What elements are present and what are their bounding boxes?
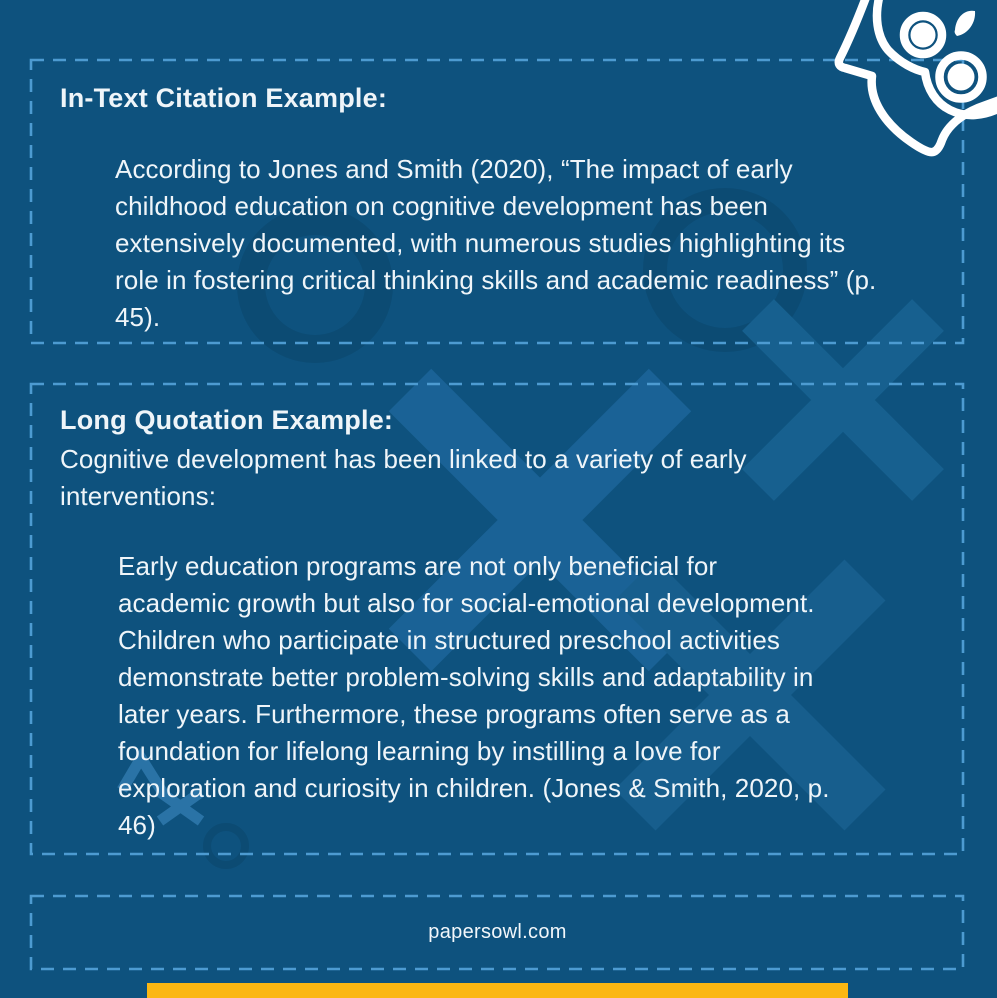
text-line: foundation for lifelong learning by instilling a love for: [118, 736, 721, 766]
website-label: papersowl.com: [428, 921, 567, 943]
text-line: interventions:: [60, 481, 217, 511]
long-quotation-heading: Long Quotation Example:: [60, 405, 394, 435]
in-text-citation-heading: In-Text Citation Example:: [60, 83, 388, 113]
footer-box: [30, 895, 965, 970]
text-line: childhood education on cognitive development has been: [115, 191, 768, 221]
long-quotation-block-quote: [118, 548, 830, 844]
text-line: Early education programs are not only beneficial for: [118, 551, 718, 581]
text-line: extensively documented, with numerous studies highlighting its: [115, 228, 846, 258]
text-line: 45).: [115, 302, 161, 332]
long-quotation-intro: [60, 441, 747, 515]
text-line: academic growth but also for social-emotional development.: [118, 588, 815, 618]
text-line: exploration and curiosity in children. (Jones & Smith, 2020, p.: [118, 773, 830, 803]
text-line: demonstrate better problem-solving skills and adaptability in: [118, 662, 814, 692]
text-line: Cognitive development has been linked to a variety of early: [60, 444, 747, 474]
in-text-citation-box: [30, 59, 965, 343]
bottom-accent-bar: [147, 983, 848, 998]
text-line: According to Jones and Smith (2020), “The impact of early: [115, 154, 793, 184]
text-line: later years. Furthermore, these programs often serve as a: [118, 699, 790, 729]
text-line: role in fostering critical thinking skills and academic readiness” (p.: [115, 265, 877, 295]
text-line: 46): [118, 810, 156, 840]
text-line: Children who participate in structured preschool activities: [118, 625, 780, 655]
long-quotation-box: [30, 383, 965, 855]
in-text-citation-quote: [115, 151, 876, 336]
